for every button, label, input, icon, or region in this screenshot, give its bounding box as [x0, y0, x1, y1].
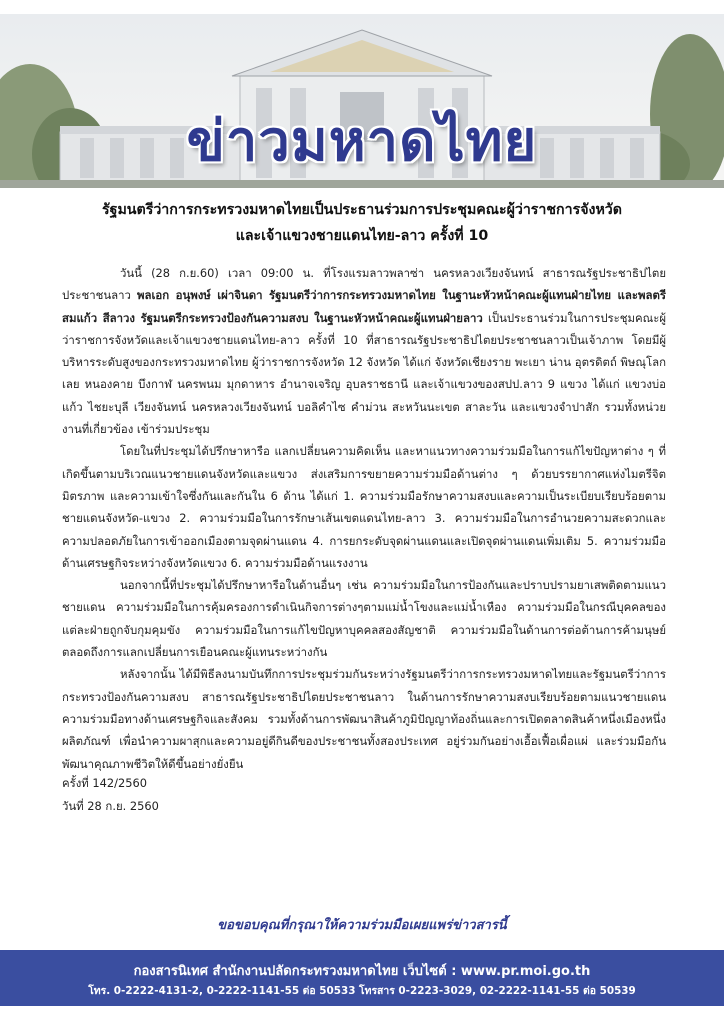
- thanks-note: ขอขอบคุณที่กรุณาให้ความร่วมมือเผยแพร่ข่าวสารนี้: [217, 918, 507, 933]
- issue-date: วันที่ 28 ก.ย. 2560: [62, 799, 159, 813]
- headline: [60, 197, 664, 249]
- paragraph-4: หลังจากนั้น ได้มีพิธีลงนามบันทึกการประชุมร่วมกันระหว่างรัฐมนตรีว่าการกระทรวงมหาดไทยและรัฐมนตรีว่าการกระทรวงป้องกันความสงบ สาธารณรัฐประชาธิปไตยประชาชนลาว ในด้านการรักษาความสงบเรียบร้อยตามแนวชายแดน ความร่วมมือทางด้านเศรษฐกิจและสังคม รวมทั้งด้านการพัฒนาสินค้าภูมิปัญญาท้องถิ่นและการเปิดตลาดสินค้าหนึ่งเมืองหนึ่งผลิตภัณฑ์ เพื่อนำความผาสุกและความอยู่ดีกินดีของประชาชนทั้งสองประเทศ อยู่ร่วมกันอย่างเอื้อเฟื้อเผื่อแผ่ และร่วมมือกันพัฒนาคุณภาพชีวิตให้ดีขึ้นอย่างยั่งยืน: [62, 667, 666, 771]
- paragraph-1-intro: วันนี้ (28 ก.ย.60) เวลา 09:00 น. ที่โรงแรมลาวพลาซ่า นครหลวงเวียงจันทน์ สาธารณรัฐประชาธิปไตยประชาชนลาว: [62, 266, 666, 303]
- paragraph-2: โดยในที่ประชุมได้ปรึกษาหารือ แลกเปลี่ยนความคิดเห็น และหาแนวทางความร่วมมือในการแก้ไขปัญหาต่าง ๆ ที่เกิดขึ้นตามบริเวณแนวชายแดนจังหวัดและแขวง ส่งเสริมการขยายความร่วมมือด้านต่าง ๆ ด้วยบรรยากาศแห่งไมตรีจิตมิตรภาพ และความเข้าใจซึ่งกันและกันใน 6 ด้าน ได้แก่ 1. ความร่วมมือรักษาความสงบและความเป็นระเบียบเรียบร้อยตามชายแดนจังหวัด-แขวง 2. ความร่วมมือในการรักษาเส้นเขตแดนไทย-ลาว 3. ความร่วมมือในการอำนวยความสะดวกและความปลอดภัยในการเข้าออกเมืองตามจุดผ่านแดน 4. การยกระดับจุดผ่านแดนและเปิดจุดผ่านแดนเพิ่มเติม 5. ความร่วมมือด้านเศรษฐกิจระหว่างจังหวัดแขวง 6. ความร่วมมือด้านแรงงาน: [62, 444, 666, 570]
- paragraph-1-officials: พลเอก อนุพงษ์ เผ่าจินดา รัฐมนตรีว่าการกระทรวงมหาดไทย ในฐานะหัวหน้าคณะผู้แทนฝ่ายไทย และพลตรี สมแก้ว สีลาวง รัฐมนตรีกระทรวงป้องกันความสงบ ในฐานะหัวหน้าคณะผู้แทนฝ่ายลาว: [62, 288, 666, 325]
- paragraph-3: นอกจากนี้ที่ประชุมได้ปรึกษาหารือในด้านอื่นๆ เช่น ความร่วมมือในการป้องกันและปราบปรามยาเสพติดตามแนวชายแดน ความร่วมมือในการคุ้มครองการดำเนินกิจการต่างๆตามแม่น้ำโขงและแม่น้ำเหือง ความร่วมมือในกรณีบุคคลของแต่ละฝ่ายถูกจับกุมคุมขัง ความร่วมมือในการแก้ไขปัญหาบุคคลสองสัญชาติ ความร่วมมือในด้านการต่อต้านการค้ามนุษย์ ตลอดถึงการแลกเปลี่ยนการเยือนคณะผู้แทนระหว่างกัน: [62, 578, 666, 660]
- headline-line-1: รัฐมนตรีว่าการกระทรวงมหาดไทยเป็นประธานร่วมการประชุมคณะผู้ว่าราชการจังหวัด: [102, 202, 622, 218]
- issue-number: ครั้งที่ 142/2560: [62, 776, 147, 790]
- paragraph-1-rest: เป็นประธานร่วมในการประชุมคณะผู้ว่าราชการจังหวัดและเจ้าแขวงชายแดนไทย-ลาว ครั้งที่ 10 ที่สาธารณรัฐประชาธิปไตยประชาชนลาวเป็นเจ้าภาพ โดยมีผู้บริหารระดับสูงของกระทรวงมหาดไทย ผู้ว่าราชการจังหวัด 12 จังหวัด ได้แก่ จังหวัดเชียงราย พะเยา น่าน อุตรดิตถ์ พิษณุโลก เลย หนองคาย บึงกาฬ นครพนม มุกดาหาร อำนาจเจริญ อุบลราชธานี และเจ้าแขวงของสปป.ลาว 9 แขวง ได้แก่ แขวงบ่อแก้ว ไชยะบุลี เวียงจันทน์ นครหลวงเวียงจันทน์ บอลิคำไซ คำม่วน สะหวันนะเขต สาละวัน และแขวงจำปาสัก รวมทั้งหน่วยงานที่เกี่ยวข้อง เข้าร่วมประชุม: [62, 310, 666, 437]
- footer-contact-numbers: โทร. 0-2222-4131-2, 0-2222-1141-55 ต่อ 50533 โทรสาร 0-2223-3029, 02-2222-1141-55 ต่อ 50539: [88, 985, 636, 997]
- headline-line-2: และเจ้าแขวงชายแดนไทย-ลาว ครั้งที่ 10: [235, 228, 489, 244]
- article-body: [62, 262, 666, 775]
- footer-bar: [0, 950, 724, 1006]
- masthead-title: ข่าวมหาดไทย: [186, 109, 538, 174]
- footer-office-website: กองสารนิเทศ สำนักงานปลัดกระทรวงมหาดไทย เว็บไซต์ : www.pr.moi.go.th: [133, 964, 591, 979]
- paragraph-1: [62, 262, 666, 440]
- release-reference: [62, 772, 159, 818]
